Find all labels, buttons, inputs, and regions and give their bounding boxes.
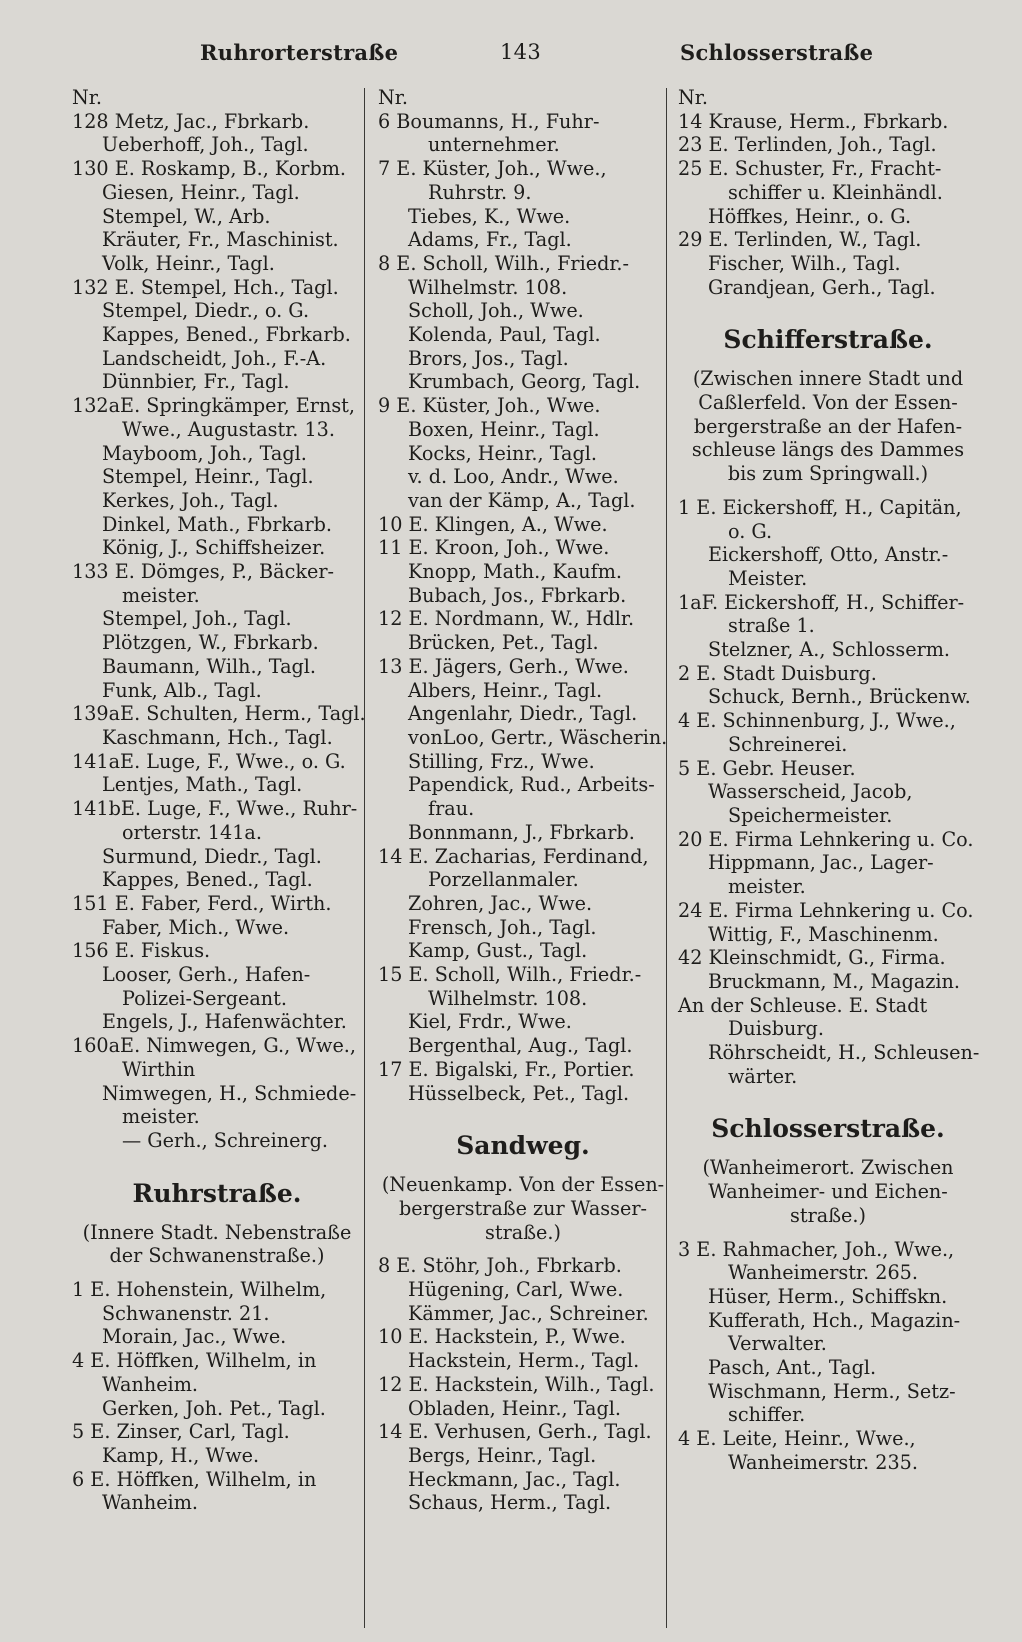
- column-2: [378, 86, 668, 1515]
- directory-entry-line: Bubach, Jos., Fbrkarb.: [408, 583, 627, 607]
- directory-entry-line: Speichermeister.: [728, 803, 893, 827]
- directory-entry-line: Stempel, Joh., Tagl.: [102, 607, 292, 631]
- directory-entry-line: Nr.: [678, 86, 708, 109]
- page-number: 143: [500, 40, 541, 64]
- directory-entry-line: Stempel, Heinr., Tagl.: [102, 465, 314, 489]
- directory-entry-line: Wanheim.: [102, 1491, 198, 1515]
- section-description: [72, 1221, 362, 1268]
- directory-entry-line: Schaus, Herm., Tagl.: [408, 1491, 612, 1515]
- section-description-line: Wanheimer- und Eichen-: [708, 1180, 948, 1204]
- directory-entry-line: 1aF. Eickershoff, H., Schiffer-: [678, 590, 965, 614]
- directory-entry-line: meister.: [728, 875, 806, 899]
- section-description-line: Caßlerfeld. Von der Essen-: [698, 391, 958, 415]
- section-title: Schlosserstraße.: [711, 1114, 945, 1144]
- directory-entry-line: Frensch, Joh., Tagl.: [408, 915, 597, 939]
- directory-entry-line: 4 E. Schinnenburg, J., Wwe.,: [678, 709, 956, 733]
- directory-entry-line: Krumbach, Georg, Tagl.: [408, 370, 641, 394]
- directory-entry-line: Eickershoff, Otto, Anstr.-: [708, 543, 949, 567]
- directory-entry-line: 139aE. Schulten, Herm., Tagl.: [72, 702, 366, 726]
- directory-entry-line: Röhrscheidt, H., Schleusen-: [708, 1041, 980, 1065]
- directory-entry-line: Pasch, Ant., Tagl.: [708, 1356, 877, 1380]
- directory-entry-line: 132 E. Stempel, Hch., Tagl.: [72, 275, 339, 299]
- directory-entry-line: Hüsselbeck, Pet., Tagl.: [408, 1081, 630, 1105]
- directory-entry-line: o. G.: [728, 519, 773, 543]
- directory-entry-line: Obladen, Heinr., Tagl.: [408, 1396, 621, 1420]
- directory-entry-line: schiffer.: [728, 1403, 806, 1427]
- directory-entry-line: Wanheimerstr. 235.: [728, 1450, 918, 1474]
- directory-entry-line: 12 E. Hackstein, Wilh., Tagl.: [378, 1372, 655, 1396]
- directory-entry-line: Polizei-Sergeant.: [122, 986, 287, 1010]
- directory-entry-line: Engels, J., Hafenwächter.: [102, 1010, 347, 1034]
- directory-entry-line: Meister.: [728, 566, 808, 590]
- directory-entry-line: 8 E. Scholl, Wilh., Friedr.-: [378, 251, 630, 275]
- directory-entry-line: frau.: [428, 797, 475, 821]
- directory-entry-line: 1 E. Eickershoff, H., Capitän,: [678, 495, 962, 519]
- directory-entry-line: Baumann, Wilh., Tagl.: [102, 654, 317, 678]
- directory-entry-line: Wasserscheid, Jacob,: [708, 780, 913, 804]
- directory-entry-line: Duisburg.: [728, 1017, 824, 1041]
- directory-entry-line: Heckmann, Jac., Tagl.: [408, 1467, 621, 1491]
- directory-entry-line: Faber, Mich., Wwe.: [102, 915, 290, 939]
- directory-entry-line: van der Kämp, A., Tagl.: [408, 488, 636, 512]
- directory-entry-line: 156 E. Fiskus.: [72, 939, 211, 963]
- directory-entry-line: Mayboom, Joh., Tagl.: [102, 441, 307, 465]
- directory-entry-line: König, J., Schiffsheizer.: [102, 536, 326, 560]
- section-description-line: (Zwischen innere Stadt und: [692, 367, 964, 391]
- directory-entry-line: Kappes, Bened., Fbrkarb.: [102, 323, 351, 347]
- directory-entry-line: Kamp, Gust., Tagl.: [408, 939, 588, 963]
- section-description-line: bergerstraße an der Hafen-: [693, 414, 963, 438]
- directory-entry-line: Wischmann, Herm., Setz-: [708, 1379, 956, 1403]
- directory-entry-line: unternehmer.: [428, 133, 560, 157]
- entry-list: [678, 86, 978, 299]
- directory-entry-line: Hügening, Carl, Wwe.: [408, 1278, 624, 1302]
- directory-entry-line: Scholl, Joh., Wwe.: [408, 299, 584, 323]
- directory-entry-line: Tiebes, K., Wwe.: [408, 204, 571, 228]
- directory-entry-line: 12 E. Nordmann, W., Hdlr.: [378, 607, 635, 631]
- directory-entry-line: Zohren, Jac., Wwe.: [408, 891, 593, 915]
- section-description-line: (Neuenkamp. Von der Essen-: [381, 1173, 665, 1197]
- directory-entry-line: Brücken, Pet., Tagl.: [408, 631, 599, 655]
- directory-entry-line: Kämmer, Jac., Schreiner.: [408, 1301, 649, 1325]
- directory-entry-line: Gerken, Joh. Pet., Tagl.: [102, 1396, 326, 1420]
- section-description-line: der Schwanenstraße.): [109, 1244, 325, 1268]
- directory-entry-line: Adams, Fr., Tagl.: [408, 228, 572, 252]
- directory-entry-line: Hippmann, Jac., Lager-: [708, 851, 934, 875]
- directory-entry-line: Nr.: [378, 86, 408, 109]
- entry-list: [378, 1254, 668, 1515]
- directory-entry-line: 8 E. Stöhr, Joh., Fbrkarb.: [378, 1254, 622, 1278]
- directory-entry-line: 11 E. Kroon, Joh., Wwe.: [378, 536, 610, 560]
- directory-entry-line: Kocks, Heinr., Tagl.: [408, 441, 597, 465]
- directory-entry-line: Stempel, W., Arb.: [102, 204, 271, 228]
- column-3: [678, 86, 978, 1475]
- directory-entry-line: Verwalter.: [728, 1332, 827, 1356]
- directory-entry-line: 15 E. Scholl, Wilh., Friedr.-: [378, 963, 642, 987]
- directory-entry-line: Schuck, Bernh., Brückenw.: [708, 685, 971, 709]
- section-description-line: bis zum Springwall.): [727, 462, 929, 486]
- column-1: [72, 86, 366, 1515]
- directory-entry-line: 151 E. Faber, Ferd., Wirth.: [72, 891, 332, 915]
- directory-entry-line: Schwanenstr. 21.: [102, 1301, 270, 1325]
- directory-entry-line: 7 E. Küster, Joh., Wwe.,: [378, 157, 607, 181]
- directory-entry-line: Kamp, H., Wwe.: [102, 1443, 260, 1467]
- directory-entry-line: 3 E. Rahmacher, Joh., Wwe.,: [678, 1237, 955, 1261]
- directory-entry-line: 10 E. Klingen, A., Wwe.: [378, 512, 608, 536]
- entry-list: [678, 1238, 978, 1475]
- directory-entry-line: Stilling, Frz., Wwe.: [408, 749, 595, 773]
- directory-entry-line: Wittig, F., Maschinenm.: [708, 922, 939, 946]
- section-title: Sandweg.: [456, 1131, 590, 1161]
- directory-entry-line: Volk, Heinr., Tagl.: [102, 251, 275, 275]
- directory-entry-line: meister.: [122, 1105, 200, 1129]
- section-description: [678, 367, 978, 486]
- directory-entry-line: 132aE. Springkämper, Ernst,: [72, 394, 355, 418]
- directory-entry-line: 128 Metz, Jac., Fbrkarb.: [72, 109, 310, 133]
- section-description-line: (Innere Stadt. Nebenstraße: [82, 1220, 352, 1244]
- directory-entry-line: Bergenthal, Aug., Tagl.: [408, 1034, 633, 1058]
- entry-list: [72, 1278, 362, 1515]
- directory-entry-line: Grandjean, Gerh., Tagl.: [708, 275, 936, 299]
- entry-list: [378, 86, 668, 1105]
- directory-entry-line: meister.: [122, 583, 200, 607]
- directory-entry-line: Papendick, Rud., Arbeits-: [408, 773, 655, 797]
- directory-entry-line: Höffkes, Heinr., o. G.: [708, 204, 912, 228]
- directory-entry-line: Angenlahr, Diedr., Tagl.: [408, 702, 638, 726]
- directory-entry-line: 20 E. Firma Lehnkering u. Co.: [678, 827, 974, 851]
- directory-entry-line: Knopp, Math., Kaufm.: [408, 560, 622, 584]
- directory-entry-line: 24 E. Firma Lehnkering u. Co.: [678, 898, 974, 922]
- directory-entry-line: Landscheidt, Joh., F.-A.: [102, 346, 327, 370]
- directory-entry-line: 141aE. Luge, F., Wwe., o. G.: [72, 749, 346, 773]
- directory-entry-line: 25 E. Schuster, Fr., Fracht-: [678, 157, 942, 181]
- column-divider: [364, 88, 365, 1628]
- directory-entry-line: 42 Kleinschmidt, G., Firma.: [678, 946, 946, 970]
- directory-entry-line: Wwe., Augustastr. 13.: [122, 417, 335, 441]
- directory-entry-line: Dünnbier, Fr., Tagl.: [102, 370, 290, 394]
- directory-entry-line: Brors, Jos., Tagl.: [408, 346, 569, 370]
- directory-entry-line: Looser, Gerh., Hafen-: [102, 963, 311, 987]
- section-title: Ruhrstraße.: [132, 1178, 302, 1208]
- directory-entry-line: vonLoo, Gertr., Wäscherin.: [408, 725, 668, 749]
- directory-entry-line: — Gerh., Schreinerg.: [122, 1128, 328, 1152]
- directory-entry-line: Schreinerei.: [728, 732, 848, 756]
- directory-entry-line: 23 E. Terlinden, Joh., Tagl.: [678, 133, 937, 157]
- directory-entry-line: Nr.: [72, 86, 102, 109]
- directory-entry-line: 29 E. Terlinden, W., Tagl.: [678, 228, 922, 252]
- section-description-line: schleuse längs des Dammes: [691, 438, 965, 462]
- directory-entry-line: 9 E. Küster, Joh., Wwe.: [378, 394, 601, 418]
- section-description-line: bergerstraße zur Wasser-: [399, 1196, 647, 1220]
- directory-entry-line: Hüser, Herm., Schiffskn.: [708, 1284, 948, 1308]
- directory-entry-line: Stelzner, A., Schlosserm.: [708, 638, 951, 662]
- directory-entry-line: Bergs, Heinr., Tagl.: [408, 1443, 597, 1467]
- directory-entry-line: v. d. Loo, Andr., Wwe.: [408, 465, 619, 489]
- running-header-left: Ruhrorterstraße: [200, 40, 399, 65]
- directory-entry-line: Ruhrstr. 9.: [428, 180, 532, 204]
- entry-list: [72, 86, 366, 1153]
- directory-entry-line: Nimwegen, H., Schmiede-: [102, 1081, 357, 1105]
- directory-entry-line: Kufferath, Hch., Magazin-: [708, 1308, 961, 1332]
- directory-entry-line: orterstr. 141a.: [122, 820, 262, 844]
- section-description: [378, 1173, 668, 1244]
- directory-entry-line: Bonnmann, J., Fbrkarb.: [408, 820, 635, 844]
- directory-entry-line: Wanheim.: [102, 1372, 198, 1396]
- directory-entry-line: Giesen, Heinr., Tagl.: [102, 180, 300, 204]
- directory-entry-line: Kiel, Frdr., Wwe.: [408, 1010, 572, 1034]
- directory-entry-line: straße 1.: [728, 614, 815, 638]
- directory-entry-line: schiffer u. Kleinhändl.: [728, 180, 943, 204]
- section-description-line: straße.): [790, 1203, 866, 1227]
- directory-entry-line: Fischer, Wilh., Tagl.: [708, 251, 901, 275]
- directory-entry-line: 6 E. Höffken, Wilhelm, in: [72, 1467, 317, 1491]
- running-header-right: Schlosserstraße: [680, 40, 874, 65]
- directory-entry-line: Kaschmann, Hch., Tagl.: [102, 725, 333, 749]
- section-description-line: straße.): [485, 1220, 561, 1244]
- directory-entry-line: Kappes, Bened., Tagl.: [102, 868, 313, 892]
- directory-entry-line: Wirthin: [122, 1057, 196, 1081]
- directory-entry-line: 14 E. Zacharias, Ferdinand,: [378, 844, 649, 868]
- directory-entry-line: Bruckmann, M., Magazin.: [708, 969, 961, 993]
- directory-entry-line: Ueberhoff, Joh., Tagl.: [102, 133, 309, 157]
- section-title: Schifferstraße.: [723, 325, 933, 355]
- directory-entry-line: Boxen, Heinr., Tagl.: [408, 417, 600, 441]
- directory-entry-line: Stempel, Diedr., o. G.: [102, 299, 310, 323]
- section-description-line: (Wanheimerort. Zwischen: [702, 1156, 954, 1180]
- directory-entry-line: Kolenda, Paul, Tagl.: [408, 323, 601, 347]
- directory-entry-line: 130 E. Roskamp, B., Korbm.: [72, 157, 347, 181]
- directory-entry-line: Lentjes, Math., Tagl.: [102, 773, 303, 797]
- directory-entry-line: 5 E. Zinser, Carl, Tagl.: [72, 1420, 290, 1444]
- directory-entry-line: Plötzgen, W., Fbrkarb.: [102, 631, 319, 655]
- directory-entry-line: 133 E. Dömges, P., Bäcker-: [72, 560, 334, 584]
- directory-entry-line: 160aE. Nimwegen, G., Wwe.,: [72, 1034, 356, 1058]
- directory-entry-line: An der Schleuse. E. Stadt: [678, 993, 928, 1017]
- directory-entry-line: 5 E. Gebr. Heuser.: [678, 756, 856, 780]
- directory-entry-line: Kräuter, Fr., Maschinist.: [102, 228, 339, 252]
- directory-entry-line: 6 Boumanns, H., Fuhr-: [378, 109, 600, 133]
- directory-entry-line: Porzellanmaler.: [428, 868, 579, 892]
- entry-list: [678, 496, 978, 1089]
- directory-entry-line: 4 E. Leite, Heinr., Wwe.,: [678, 1427, 916, 1451]
- directory-entry-line: 13 E. Jägers, Gerh., Wwe.: [378, 654, 629, 678]
- directory-entry-line: 1 E. Hohenstein, Wilhelm,: [72, 1278, 327, 1302]
- directory-entry-line: Kerkes, Joh., Tagl.: [102, 488, 279, 512]
- directory-entry-line: 14 E. Verhusen, Gerh., Tagl.: [378, 1420, 652, 1444]
- directory-entry-line: 4 E. Höffken, Wilhelm, in: [72, 1349, 317, 1373]
- section-description: [678, 1156, 978, 1227]
- directory-entry-line: Hackstein, Herm., Tagl.: [408, 1349, 640, 1373]
- directory-entry-line: Morain, Jac., Wwe.: [102, 1325, 287, 1349]
- directory-entry-line: Funk, Alb., Tagl.: [102, 678, 262, 702]
- directory-entry-line: Wilhelmstr. 108.: [428, 986, 588, 1010]
- directory-entry-line: Albers, Heinr., Tagl.: [408, 678, 603, 702]
- directory-entry-line: Wilhelmstr. 108.: [408, 275, 568, 299]
- directory-entry-line: 10 E. Hackstein, P., Wwe.: [378, 1325, 626, 1349]
- directory-entry-line: 141bE. Luge, F., Wwe., Ruhr-: [72, 797, 358, 821]
- directory-entry-line: 2 E. Stadt Duisburg.: [678, 661, 877, 685]
- directory-entry-line: wärter.: [728, 1064, 798, 1088]
- directory-entry-line: Wanheimerstr. 265.: [728, 1261, 918, 1285]
- directory-entry-line: 14 Krause, Herm., Fbrkarb.: [678, 109, 949, 133]
- directory-entry-line: 17 E. Bigalski, Fr., Portier.: [378, 1057, 635, 1081]
- directory-entry-line: Surmund, Diedr., Tagl.: [102, 844, 322, 868]
- directory-entry-line: Dinkel, Math., Fbrkarb.: [102, 512, 333, 536]
